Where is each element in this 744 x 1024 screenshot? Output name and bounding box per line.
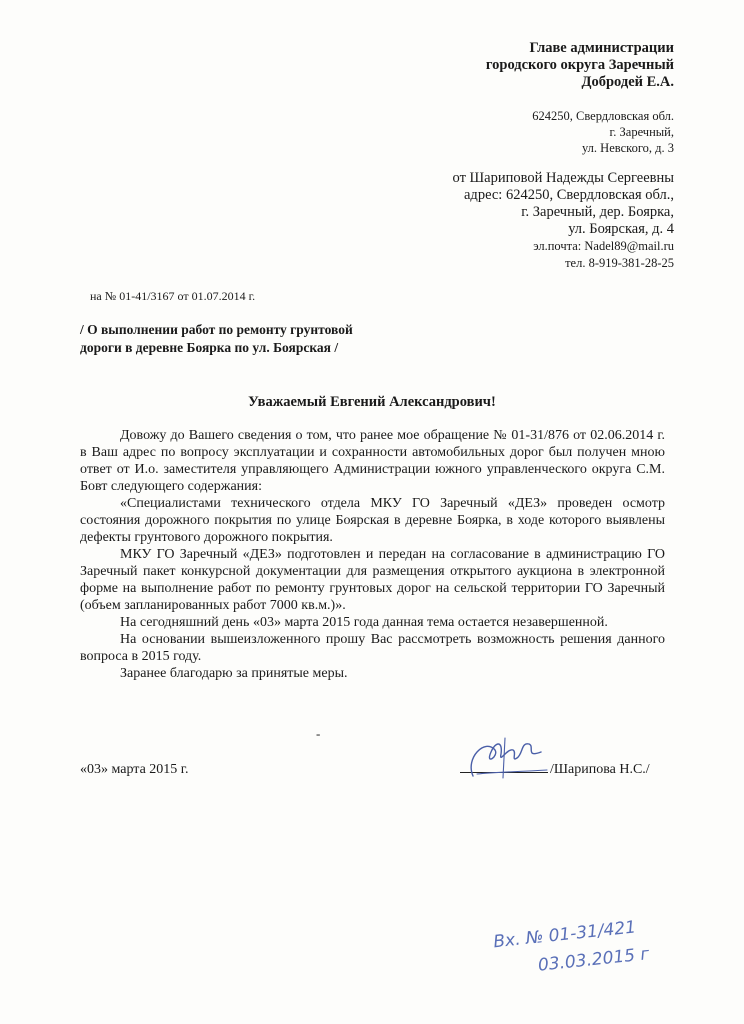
body-paragraph: «Специалистами технического отдела МКУ ГО Заречный «ДЕЗ» проведен осмотр состояния дорожного покрытия по улице Боярская в деревне Боярка, в ходе которого выявлены дефекты грунтового дорожного покрытия. [80, 496, 665, 545]
body-paragraph: Заранее благодарю за принятые меры. [120, 666, 348, 681]
sender-address-line: ул. Боярская, д. 4 [568, 221, 674, 237]
addressee-title: Главе администрации [529, 40, 674, 56]
addressee-address [532, 108, 674, 156]
subject-line: / О выполнении работ по ремонту грунтовой [80, 322, 353, 337]
signature-name: /Шарипова Н.С./ [550, 762, 650, 777]
stamp-line-2: 03.03.2015 г [537, 944, 651, 976]
addressee-block [486, 40, 674, 91]
letter-body [80, 427, 665, 682]
sender-address-line: адрес: 624250, Свердловская обл., [464, 187, 674, 203]
letter-date: «03» марта 2015 г. [80, 762, 189, 777]
addressee-address-line: г. Заречный, [609, 125, 674, 139]
addressee-address-line: 624250, Свердловская обл. [532, 109, 674, 123]
addressee-name: Добродей Е.А. [581, 74, 674, 90]
sender-name: от Шариповой Надежды Сергеевны [452, 170, 674, 186]
body-paragraph: На сегодняшний день «03» марта 2015 года данная тема остается незавершенной. [120, 615, 608, 630]
reference-number: на № 01-41/3167 от 01.07.2014 г. [90, 289, 256, 303]
sender-email: эл.почта: Nadel89@mail.ru [533, 239, 674, 253]
body-paragraph: МКУ ГО Заречный «ДЕЗ» подготовлен и передан на согласование в администрацию ГО Заречный пакет конкурсной документации для размещения открытого аукциона в электронной форме на выполнение работ по ремонту грунтовых дорог на сельской территории ГО Заречный (объем запланированных работ 7000 кв.м.)». [80, 547, 665, 613]
sender-phone: тел. 8-919-381-28-25 [565, 256, 674, 270]
sender-address-line: г. Заречный, дер. Боярка, [521, 204, 674, 220]
addressee-address-line: ул. Невского, д. 3 [581, 141, 674, 155]
body-paragraph: Довожу до Вашего сведения о том, что ранее мое обращение № 01-31/876 от 02.06.2014 г. в Ваш адрес по вопросу эксплуатации и сохранности автомобильных дорог был получен мною ответ от И.о. заместителя управляющего Администрации южного управленческого округа С.М. Бовт следующего содержания: [80, 428, 665, 494]
separator-dash: - [316, 726, 321, 741]
addressee-org: городского округа Заречный [485, 57, 674, 73]
subject-line: дороги в деревне Боярка по ул. Боярская / [80, 340, 339, 355]
body-paragraph: На основании вышеизложенного прошу Вас рассмотреть возможность решения данного вопроса в 2015 году. [80, 632, 665, 664]
salutation: Уважаемый Евгений Александрович! [248, 394, 496, 410]
handwritten-signature [455, 728, 555, 788]
sender-block [453, 170, 674, 272]
incoming-registration-stamp [488, 910, 678, 976]
stamp-line-1: Вх. № 01-31/421 [492, 917, 637, 953]
subject-block [80, 321, 353, 357]
